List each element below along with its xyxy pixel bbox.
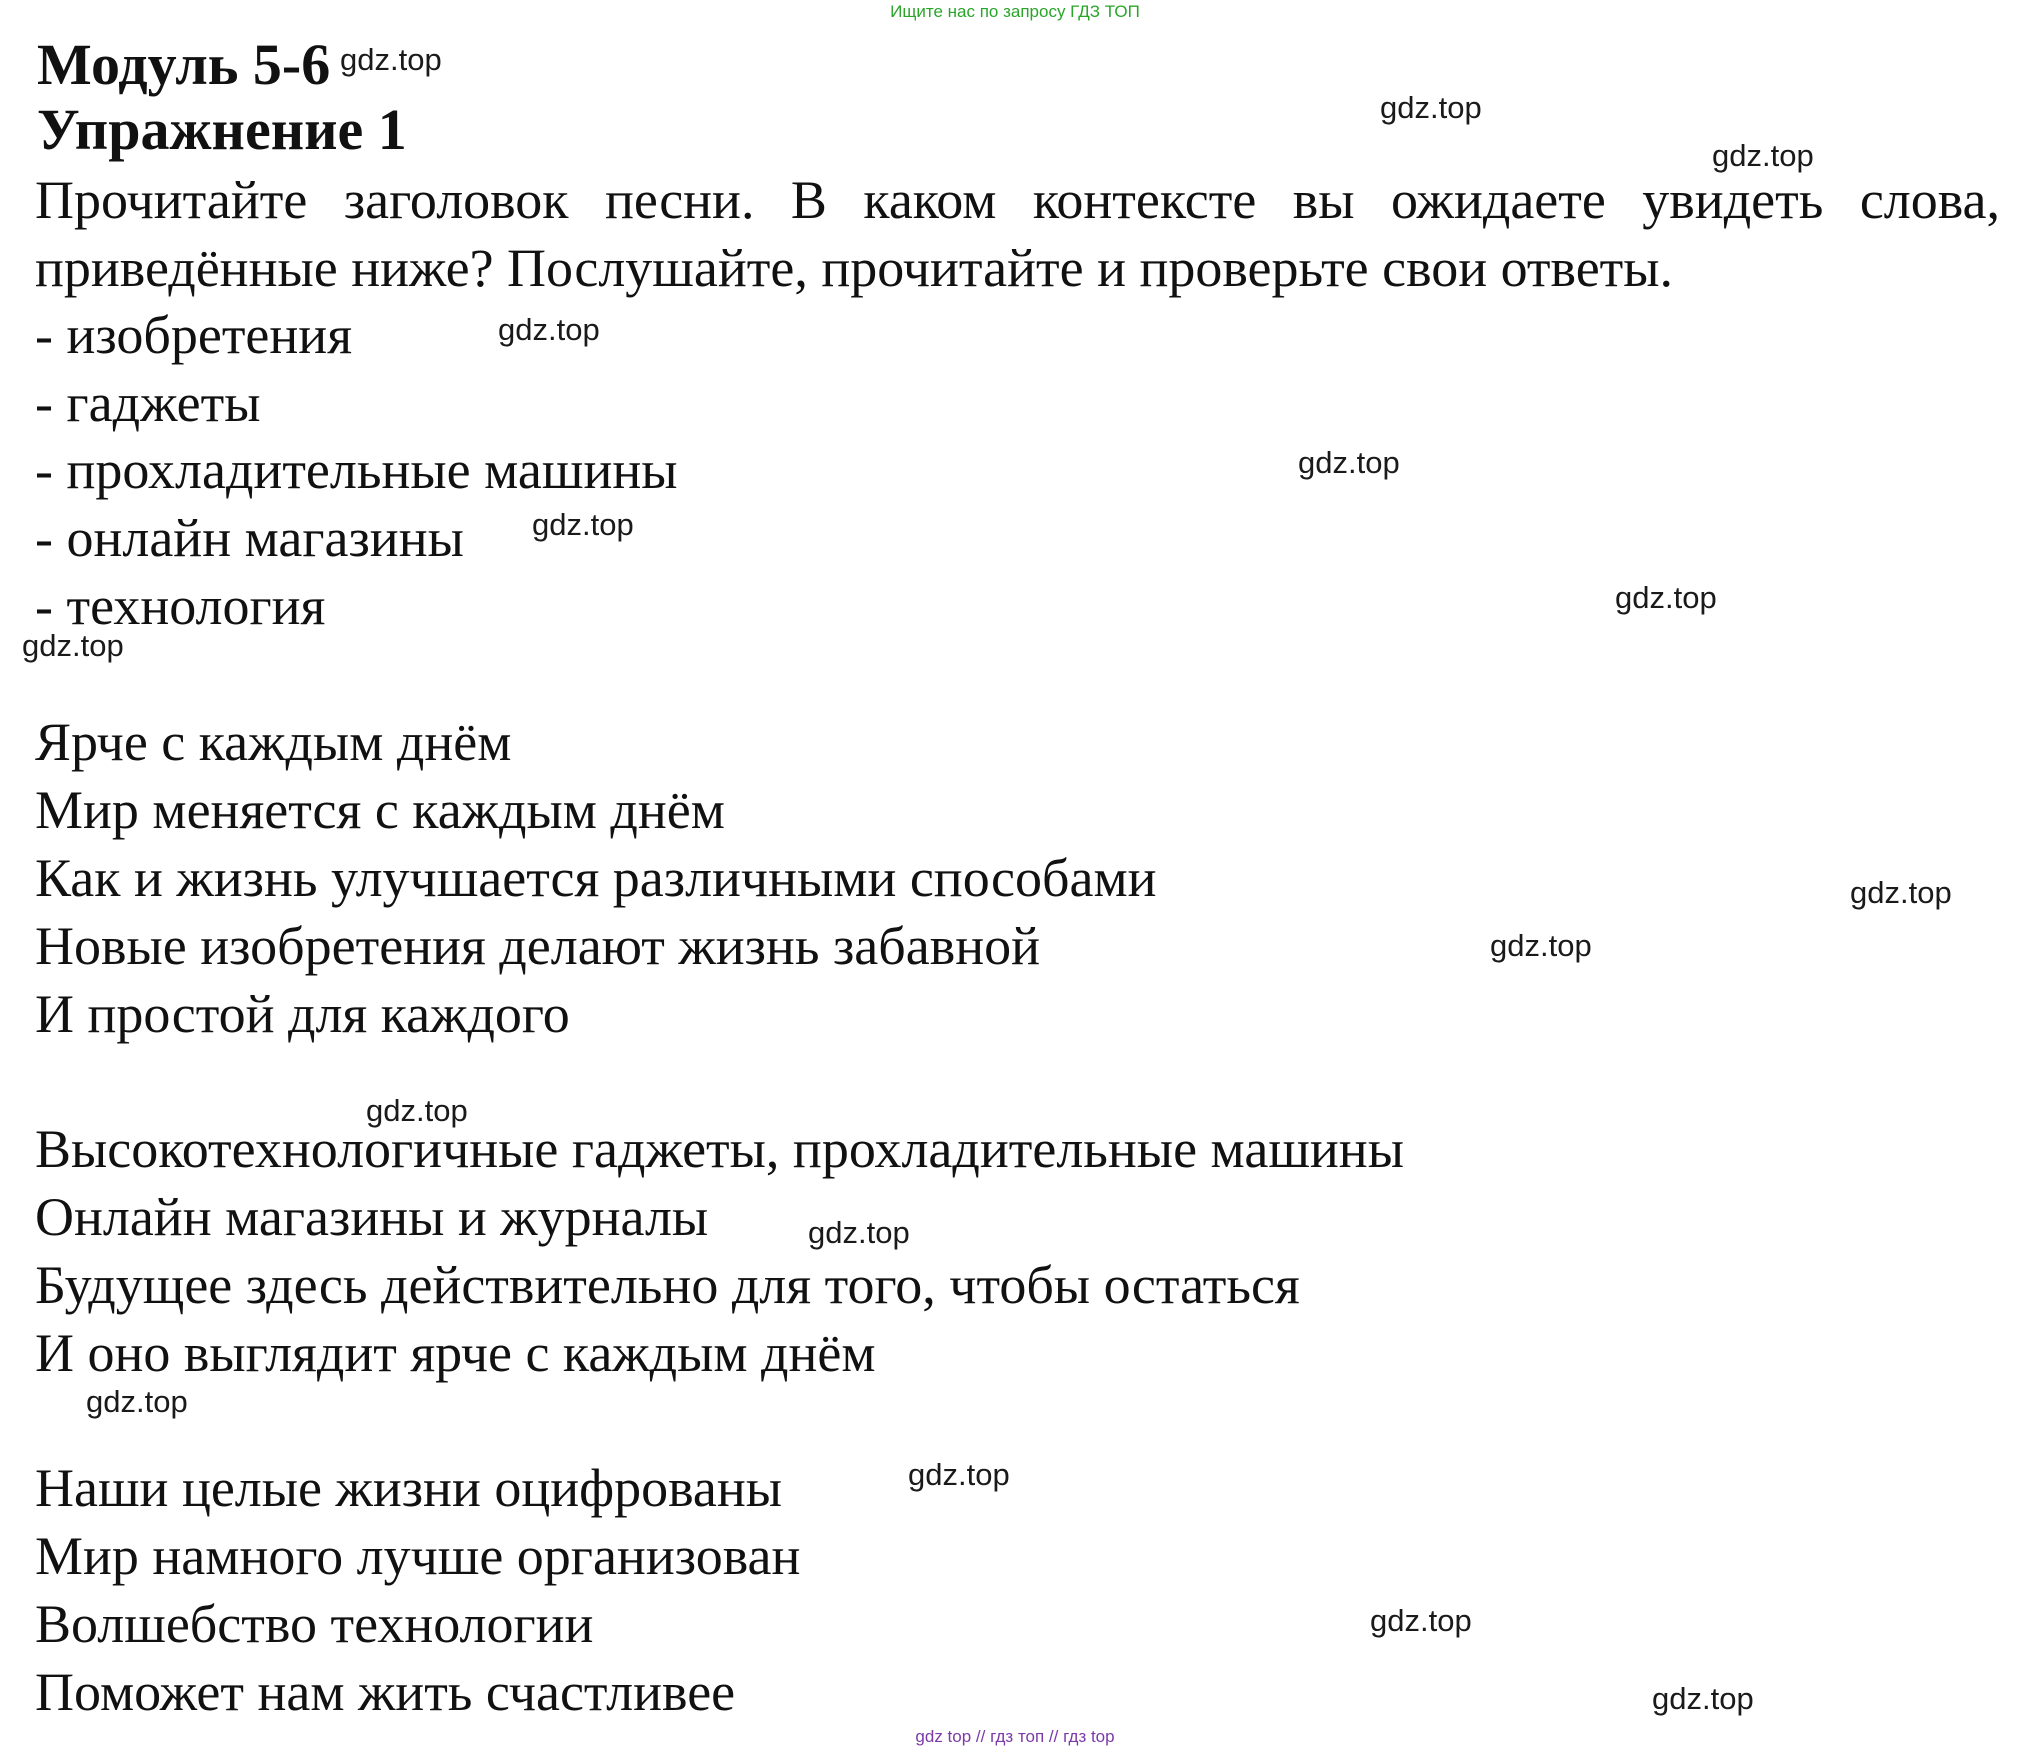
song-line: Новые изобретения делают жизнь забавной [35,916,1040,976]
watermark: gdz.top [86,1384,188,1419]
watermark: gdz.top [808,1215,910,1250]
watermark: gdz.top [1850,875,1952,910]
watermark: gdz.top [1615,580,1717,615]
song-line: Мир меняется с каждым днём [35,780,725,840]
bottom-banner: gdz top // гдз топ // гдз top [915,1727,1115,1746]
song-line: Онлайн магазины и журналы [35,1187,709,1247]
watermark: gdz.top [908,1457,1010,1492]
song-line: И оно выглядит ярче с каждым днём [35,1323,876,1383]
song-line: Как и жизнь улучшается различными способами [35,848,1157,908]
module-title: Модуль 5-6 [37,32,331,97]
song-line: Будущее здесь действительно для того, чтобы остаться [35,1255,1300,1315]
word-list-item: - прохладительные машины [35,440,678,500]
watermark: gdz.top [1380,90,1482,125]
watermark: gdz.top [366,1093,468,1128]
watermark: gdz.top [532,507,634,542]
watermark: gdz.top [498,312,600,347]
word-list-item: - онлайн магазины [35,508,464,568]
word-list-item: - изобретения [35,305,353,365]
top-banner: Ищите нас по запросу ГДЗ ТОП [890,2,1140,21]
exercise-title: Упражнение 1 [37,97,407,162]
watermark: gdz.top [1712,138,1814,173]
watermark: gdz.top [1652,1681,1754,1716]
song-line: Волшебство технологии [35,1594,594,1654]
watermark: gdz.top [1298,445,1400,480]
word-list-item: - гаджеты [35,373,261,433]
word-list-item: - технология [35,576,326,636]
song-line: Высокотехнологичные гаджеты, прохладительные машины [35,1119,1404,1179]
song-line: И простой для каждого [35,984,570,1044]
instruction-text: Прочитайте заголовок песни. В каком контексте вы ожидаете увидеть слова, приведённые ниже? Послушайте, прочитайте и проверьте свои ответы. [35,170,2000,298]
song-line: Мир намного лучше организован [35,1526,801,1586]
watermark: gdz.top [1490,928,1592,963]
song-line: Ярче с каждым днём [35,712,512,772]
song-line: Наши целые жизни оцифрованы [35,1458,783,1518]
watermark: gdz.top [22,628,124,663]
watermark: gdz.top [1370,1603,1472,1638]
watermark: gdz.top [340,42,442,77]
song-line: Поможет нам жить счастливее [35,1662,736,1722]
